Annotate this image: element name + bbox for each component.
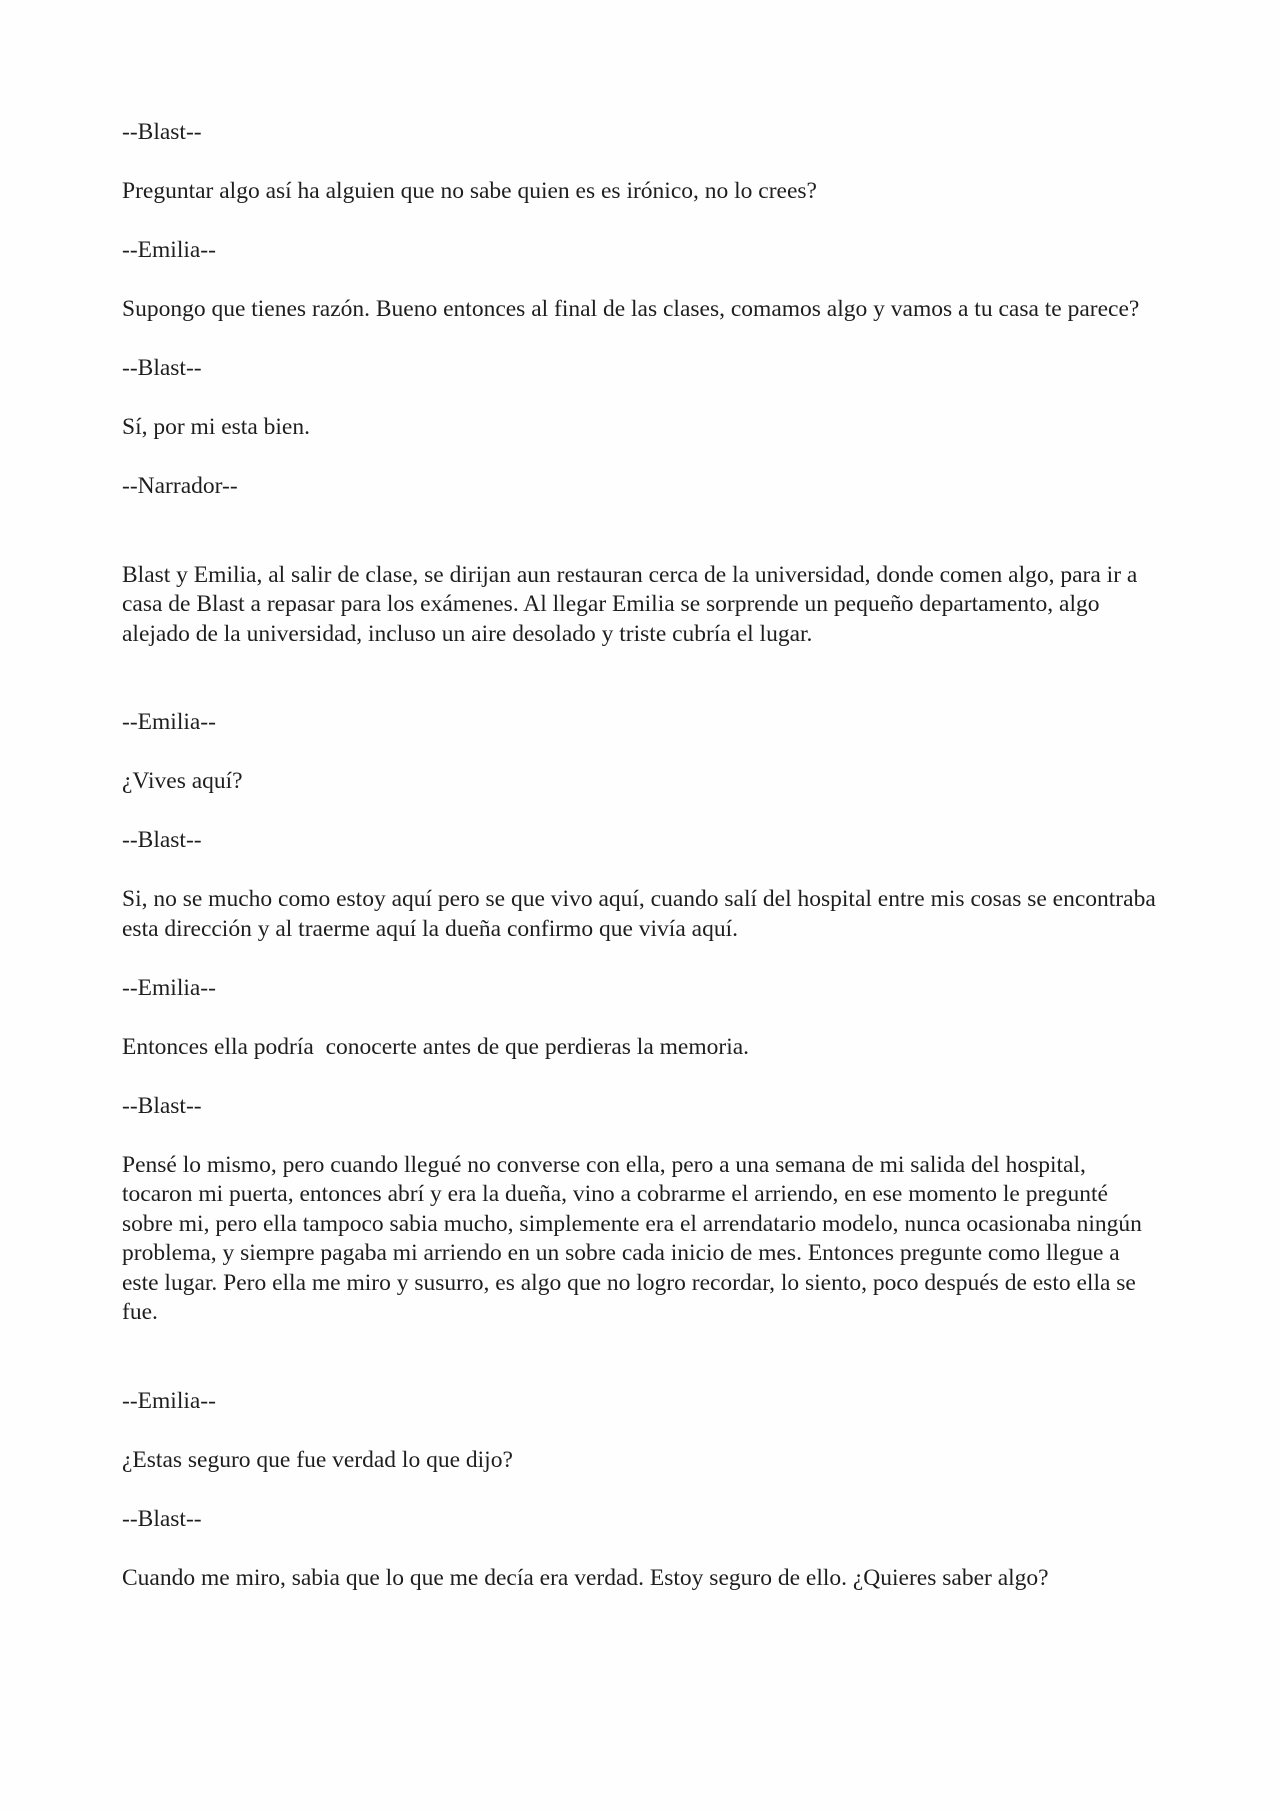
speaker-label: --Blast-- [122, 355, 202, 381]
speaker-label: --Blast-- [122, 1505, 202, 1532]
dialogue-paragraph: ¿Vives aquí? [122, 768, 243, 794]
speaker-label: --Emilia-- [122, 974, 216, 1001]
dialogue-paragraph: Entonces ella podría conocerte antes de que perdieras la memoria. [122, 1033, 750, 1060]
dialogue-paragraph: Supongo que tienes razón. Bueno entonces al final de las clases, comamos algo y vamos a tu casa te parece? [122, 296, 1140, 322]
speaker-label: --Emilia-- [122, 237, 216, 263]
speaker-label: --Emilia-- [122, 709, 216, 735]
dialogue-paragraph: ¿Estas seguro que fue verdad lo que dijo? [122, 1446, 513, 1473]
dialogue-paragraph: Sí, por mi esta bien. [122, 414, 310, 440]
document-body [122, 118, 1162, 1623]
dialogue-paragraph: Preguntar algo así ha alguien que no sabe quien es es irónico, no lo crees? [122, 178, 817, 204]
dialogue-paragraph: Cuando me miro, sabia que lo que me decía era verdad. Estoy seguro de ello. ¿Quieres saber algo? [122, 1564, 1049, 1591]
speaker-label: --Blast-- [122, 1092, 202, 1119]
speaker-label: --Narrador-- [122, 473, 238, 499]
speaker-label: --Blast-- [122, 119, 202, 145]
dialogue-paragraph: Si, no se mucho como estoy aquí pero se que vivo aquí, cuando salí del hospital entre mis cosas se encontraba esta dirección y al traerme aquí la dueña confirmo que vivía aquí. [122, 886, 1162, 942]
narration-paragraph: Blast y Emilia, al salir de clase, se dirijan aun restauran cerca de la universidad, donde comen algo, para ir a casa de Blast a repasar para los exámenes. Al llegar Emilia se sorprende un pequeño departamento, algo alejado de la universidad, incluso un aire desolado y triste cubría el lugar. [122, 561, 1144, 647]
speaker-label: --Blast-- [122, 827, 202, 853]
speaker-label: --Emilia-- [122, 1387, 216, 1414]
dialogue-paragraph: Pensé lo mismo, pero cuando llegué no converse con ella, pero a una semana de mi salida del hospital, tocaron mi puerta, entonces abrí y era la dueña, vino a cobrarme el arriendo, en ese momento le pregunté sobre mi, pero ella tampoco sabia mucho, simplemente era el arrendatario modelo, nunca ocasionaba ningún problema, y siempre pagaba mi arriendo en un sobre cada inicio de mes. Entonces pregunte como llegue a este lugar. Pero ella me miro y susurro, es algo que no logro recordar, lo siento, poco después de esto ella se fue. [122, 1151, 1148, 1325]
